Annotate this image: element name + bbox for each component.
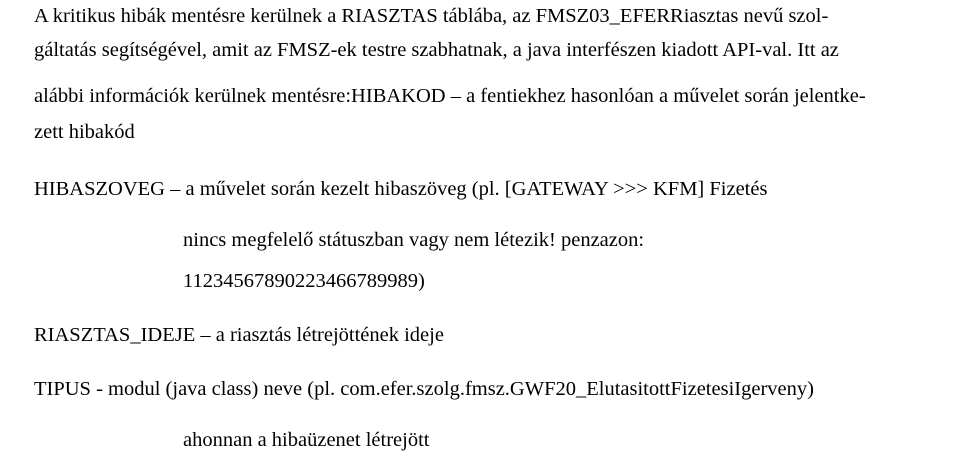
paragraph-line-4: zett hibakód (34, 121, 135, 143)
paragraph-line-1: A kritikus hibák mentésre kerülnek a RIASZTAS táblába, az FMSZ03_EFERRiasztas nevű szol- (34, 5, 829, 27)
field-hibaszoveg-line-2: nincs megfelelő státuszban vagy nem létezik! penzazon: (183, 229, 645, 251)
field-riasztas-ideje: RIASZTAS_IDEJE – a riasztás létrejöttének ideje (34, 324, 444, 346)
paragraph-line-2: gáltatás segítségével, amit az FMSZ-ek testre szabhatnak, a java interfészen kiadott API-val. Itt az (34, 39, 839, 61)
field-tipus-line-2: ahonnan a hibaüzenet létrejött (183, 429, 430, 451)
paragraph-line-3: alábbi információk kerülnek mentésre:HIBAKOD – a fentiekhez hasonlóan a művelet során jelentke- (34, 85, 866, 107)
field-tipus-line-1: TIPUS - modul (java class) neve (pl. com.efer.szolg.fmsz.GWF20_ElutasitottFizetesiIgerveny) (34, 378, 814, 400)
field-hibaszoveg-line-1: HIBASZOVEG – a művelet során kezelt hibaszöveg (pl. [GATEWAY >>> KFM] Fizetés (34, 178, 768, 200)
field-hibaszoveg-line-3: 112345678902234667899​89) (183, 270, 425, 292)
